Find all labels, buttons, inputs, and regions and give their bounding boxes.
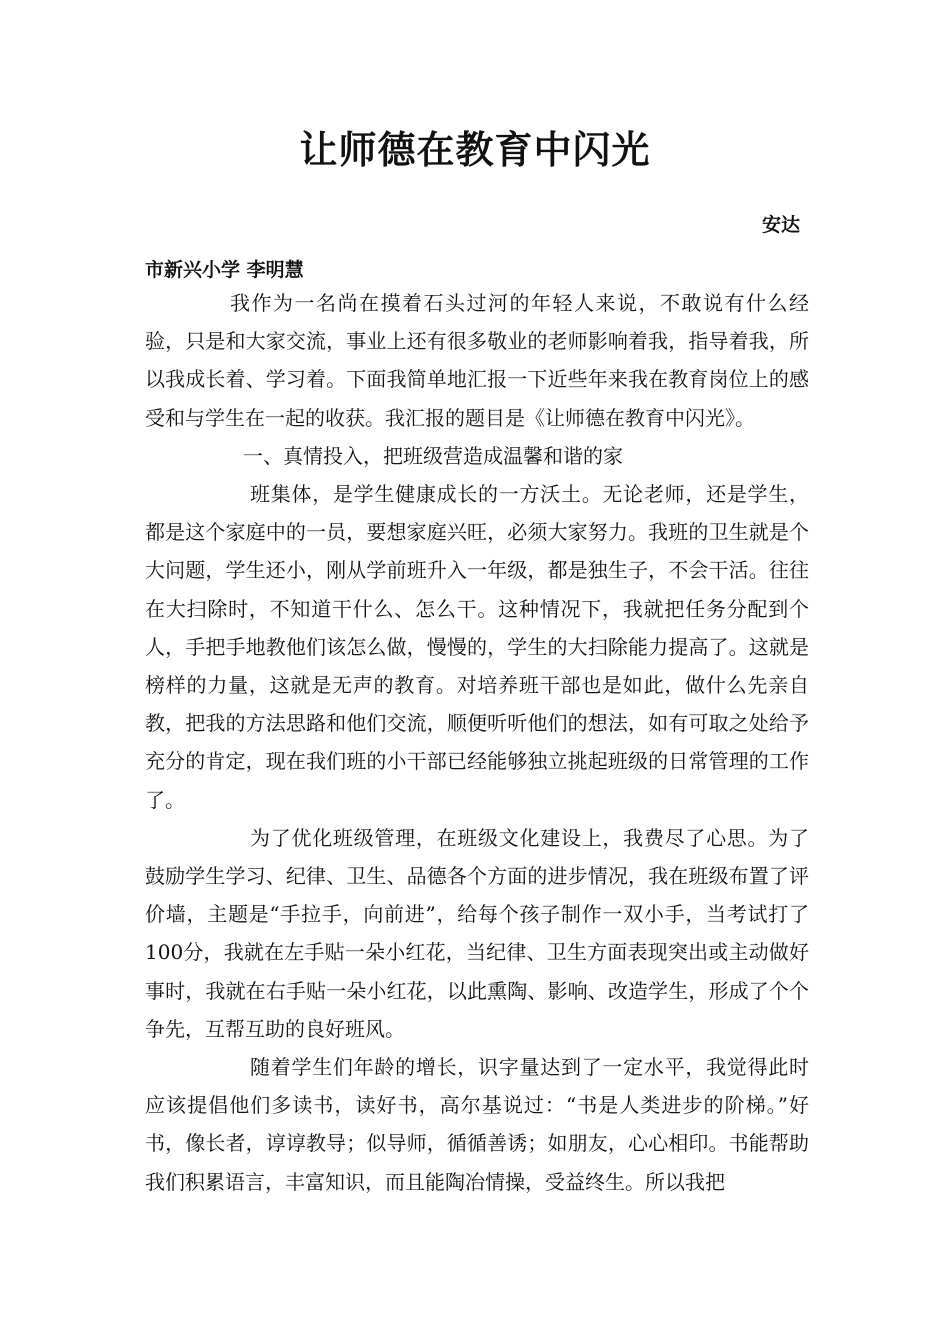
section-heading: 一、真情投入，把班级营造成温馨和谐的家 xyxy=(243,443,623,468)
paragraph-class-culture: 为了优化班级管理，在班级文化建设上，我费尽了心思。为了鼓励学生学习、纪律、卫生、品德各个方面的进步情况，我在班级布置了评价墙，主题是“手拉手，向前进”，给每个孩子制作一双小手，当考试打了100分，我就在左手贴一朵小红花，当纪律、卫生方面表现突出或主动做好事时，我就在右手贴一朵小红花，以此熏陶、影响、改造学生，形成了个个争先，互帮互助的良好班风。 xyxy=(145,825,809,1041)
paragraph-class-collective: 班集体，是学生健康成长的一方沃土。无论老师，还是学生，都是这个家庭中的一员，要想家庭兴旺，必须大家努力。我班的卫生就是个大问题，学生还小，刚从学前班升入一年级，都是独生子，不会干活。往往在大扫除时，不知道干什么、怎么干。这种情况下，我就把任务分配到个人，手把手地教他们该怎么做，慢慢的，学生的大扫除能力提高了。这就是榜样的力量，这就是无声的教育。对培养班干部也是如此，做什么先亲自教，把我的方法思路和他们交流，顺便听听他们的想法，如有可取之处给予充分的肯定，现在我们班的小干部已经能够独立挑起班级的日常管理的工作了。 xyxy=(145,482,809,812)
author-name: 安达 xyxy=(761,214,800,236)
document-title: 让师德在教育中闪光 xyxy=(299,128,651,172)
paragraph-reading: 随着学生们年龄的增长，识字量达到了一定水平，我觉得此时应该提倡他们多读书，读好书，高尔基说过：“书是人类进步的阶梯。”好书，像长者，谆谆教导；似导师，循循善诱；如朋友，心心相印。书能帮助我们积累语言，丰富知识，而且能陶冶情操，受益终生。所以我把 xyxy=(145,1055,809,1194)
document-body xyxy=(145,284,809,1201)
paragraph-intro: 我作为一名尚在摸着石头过河的年轻人来说，不敢说有什么经验，只是和大家交流，事业上还有很多敬业的老师影响着我，指导着我，所以我成长着、学习着。下面我简单地汇报一下近些年来我在教育岗位上的感受和与学生在一起的收获。我汇报的题目是《让师德在教育中闪光》。 xyxy=(145,291,809,430)
school-and-author: 市新兴小学 李明慧 xyxy=(145,259,304,281)
